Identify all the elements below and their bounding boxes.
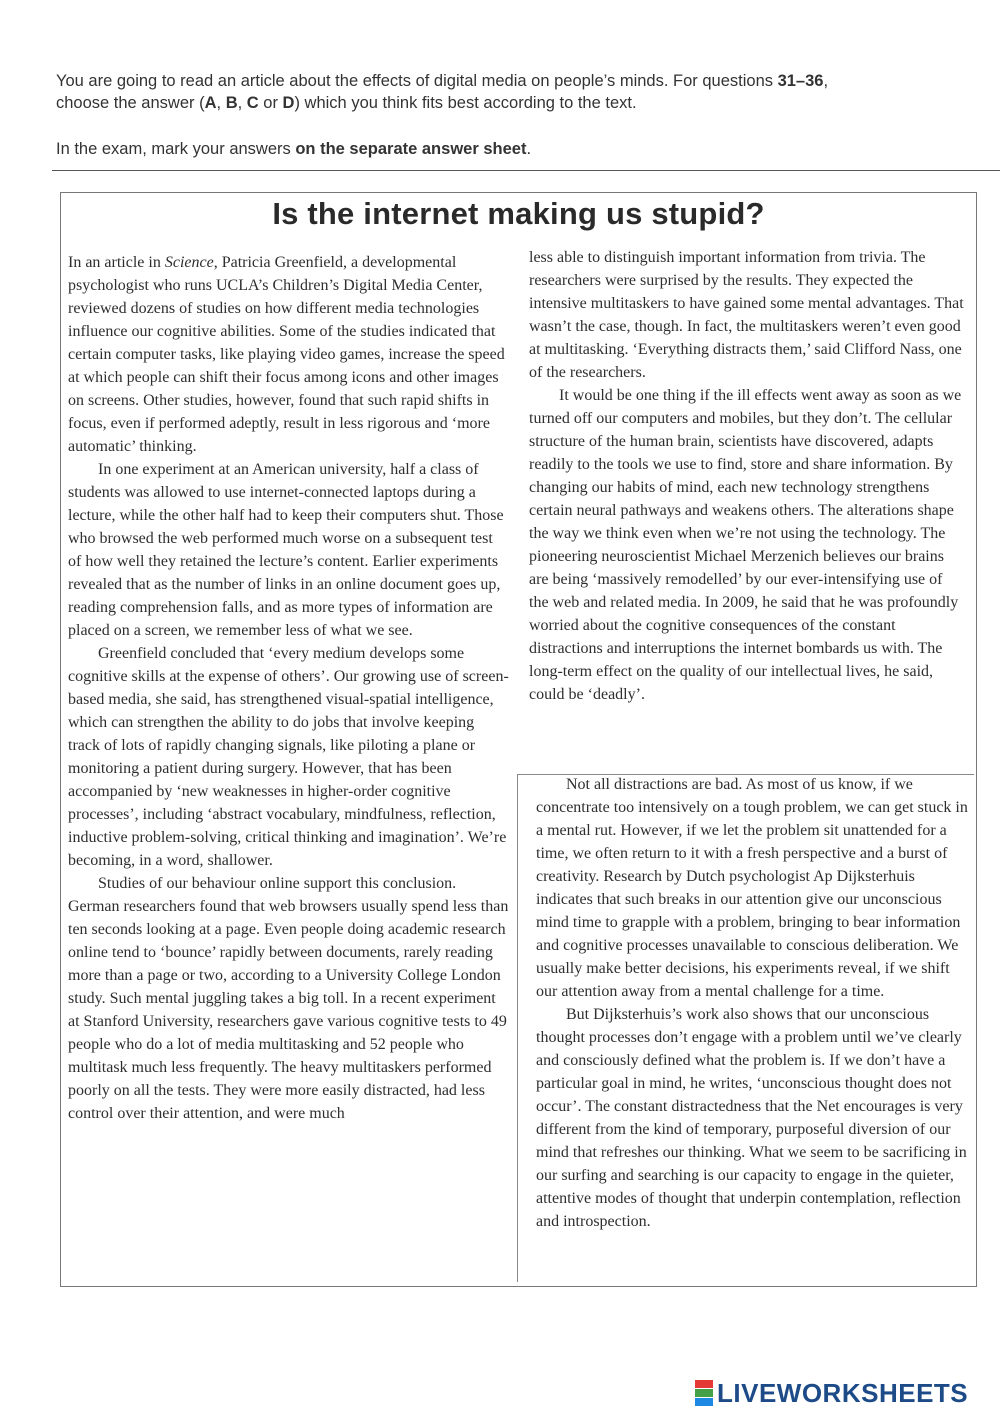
- instructions-text: You are going to read an article about the effects of digital media on people’s minds. For questions: [56, 72, 778, 90]
- right-column-bottom: [536, 773, 973, 1233]
- paragraph-5: It would be one thing if the ill effects went away as soon as we turned off our computers and mobiles, but they don’t. The cellular structure of the human brain, scientists have discovered, adapts readily to the tools we use to find, store and share information. By changing our habits of mind, each new technology strengthens certain neural pathways and weakens others. The alterations shape the way we think even when we’re not using the technology. The pioneering neuroscientist Michael Merzenich believes our brains are being ‘massively remodelled’ by our ever-intensifying use of the web and related media. In 2009, he said that he was profoundly worried about the cognitive consequences of the constant distractions and interruptions the internet bombards us with. The long-term effect on the quality of our intellectual lives, he said, could be ‘deadly’.: [529, 387, 962, 703]
- divider: [52, 170, 1000, 171]
- liveworksheets-logo: [695, 1378, 968, 1408]
- logo-stripe: [695, 1398, 713, 1406]
- paragraph-7: But Dijksterhuis’s work also shows that our unconscious thought processes don’t engage with a problem until we’ve clearly and consciously defined what the problem is. If we don’t have a particular goal in mind, he writes, ‘unconscious thought does not occur’. The constant distractedness that the Net encourages is very different from the kind of temporary, purposeful diversion of our mind that refreshes our thinking. What we seem to be sacrificing in our surfing and searching is our capacity to engage in the quieter, attentive modes of thought that underpin contemplation, reflection and introspection.: [536, 1006, 967, 1230]
- paragraph-1: [68, 251, 510, 458]
- paragraph-text: , Patricia Greenfield, a developmental psychologist who runs UCLA’s Children’s Digital Media Center, reviewed dozens of studies on how different media technologies influence our cognitive abilities. Some of the studies indicated that certain computer tasks, like playing video games, increase the speed at which people can shift their focus among icons and other images on screens. Other studies, however, found that such rapid shifts in focus, even if performed adeptly, result in less rigorous and ‘more automatic’ thinking.: [68, 254, 505, 455]
- right-column-top: [529, 246, 965, 706]
- paragraph-2: In one experiment at an American university, half a class of students was allowed to use internet-connected laptops during a lecture, while the other half had to keep their computers shut. Those who browsed the web performed much worse on a subsequent test of how well they retained the lecture’s content. Earlier experiments revealed that as the number of links in an online document goes up, reading comprehension falls, and as more types of information are placed on a screen, we remember less of what we see.: [68, 461, 504, 639]
- instructions-text: choose the answer (: [56, 94, 205, 112]
- option-c-label: C: [246, 94, 259, 112]
- logo-stripe: [695, 1389, 713, 1397]
- paragraph-text: In an article in: [68, 254, 165, 271]
- exam-note-emphasis: on the separate answer sheet: [295, 140, 527, 158]
- option-b-label: B: [225, 94, 238, 112]
- option-a-label: A: [204, 94, 217, 112]
- instructions-text: ) which you think fits best according to the text.: [294, 94, 637, 112]
- logo-icon: [695, 1380, 713, 1406]
- instructions: [56, 70, 956, 158]
- exam-note-text: .: [526, 140, 532, 158]
- paragraph-6: Not all distractions are bad. As most of us know, if we concentrate too intensively on a tough problem, we can get stuck in a mental rut. However, if we let the problem sit unattended for a time, we often return to it with a fresh perspective and a burst of creativity. Research by Dutch psychologist Ap Dijksterhuis indicates that such breaks in our attention give our unconscious mind time to grapple with a problem, bringing to bear information and cognitive processes unavailable to conscious deliberation. We usually make better decisions, his experiments reveal, if we shift our attention away from a mental challenge for a time.: [536, 776, 968, 1000]
- logo-stripe: [695, 1380, 713, 1388]
- exam-note-text: In the exam, mark your answers: [56, 140, 296, 158]
- exam-note: [56, 138, 956, 160]
- paragraph-4-continued: less able to distinguish important information from trivia. The researchers were surprised by the results. They expected the intensive multitaskers to have gained some mental advantages. That wasn’t the case, though. In fact, the multitaskers weren’t even good at multitasking. ‘Everything distracts them,’ said Clifford Nass, one of the researchers.: [529, 249, 964, 381]
- article-column-left: [68, 251, 510, 1125]
- paragraph-3: Greenfield concluded that ‘every medium develops some cognitive skills at the expense of others’. Our growing use of screen-based media, she said, has strengthened visual-spatial intelligence, which can strengthen the ability to do jobs that involve keeping track of lots of rapidly changing signals, like piloting a plane or monitoring a patient during surgery. However, that has been accompanied by ‘new weaknesses in higher-order cognitive processes’, including ‘abstract vocabulary, mindfulness, reflection, inductive problem-solving, critical thinking and imagination’. We’re becoming, in a word, shallower.: [68, 645, 509, 869]
- instructions-line-1: [56, 70, 956, 92]
- logo-text: LIVEWORKSHEETS: [717, 1377, 969, 1408]
- paragraph-4: Studies of our behaviour online support this conclusion. German researchers found that web browsers usually spend less than ten seconds looking at a page. Even people doing academic research online tend to ‘bounce’ rapidly between documents, rarely reading more than a page or two, according to a University College London study. Such mental juggling takes a big toll. In a recent experiment at Stanford University, researchers gave various cognitive tests to 49 people who do a lot of media multitasking and 52 people who multitask much less frequently. The heavy multitaskers performed poorly on all the tests. They were more easily distracted, had less control over their attention, and were much: [68, 875, 509, 1122]
- separator: ,: [237, 94, 247, 112]
- journal-name: Science: [164, 254, 214, 271]
- instructions-text: ,: [823, 72, 829, 90]
- separator: or: [258, 94, 283, 112]
- option-d-label: D: [282, 94, 295, 112]
- separator: ,: [216, 94, 226, 112]
- instructions-line-2: [56, 92, 956, 114]
- article-title: Is the internet making us stupid?: [272, 196, 765, 231]
- question-range: 31–36: [777, 72, 824, 90]
